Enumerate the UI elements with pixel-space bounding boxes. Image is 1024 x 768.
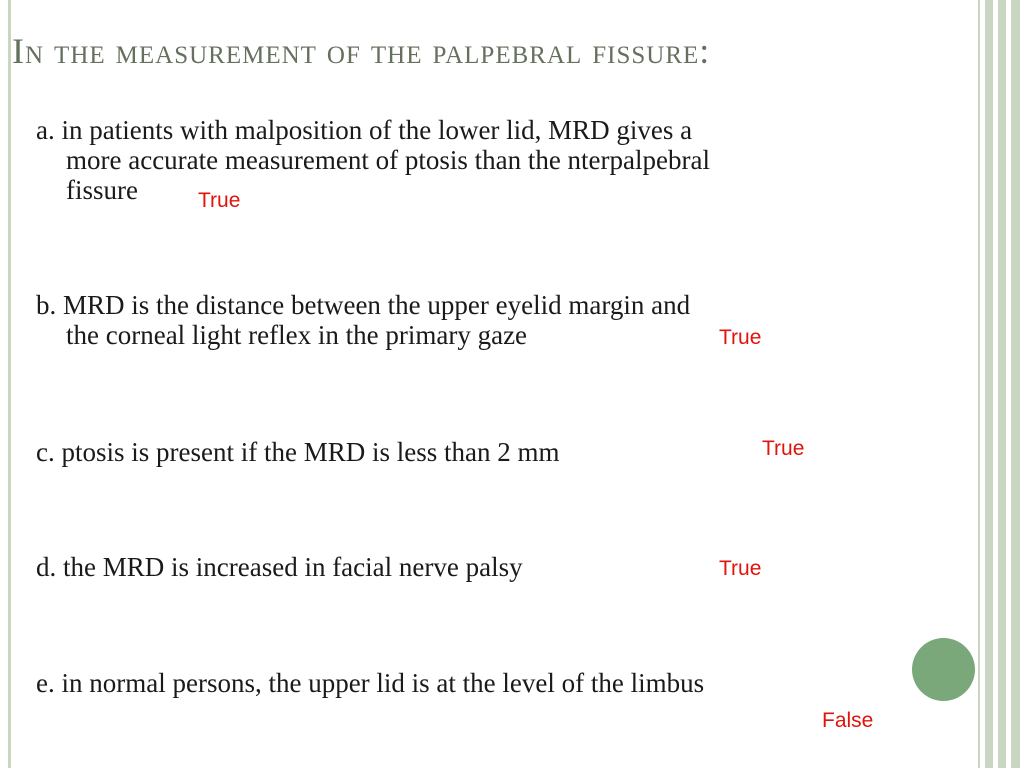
answer-d: True (719, 557, 762, 580)
question-item-a-line-1: a. in patients with malposition of the lower lid, MRD gives a (36, 115, 693, 145)
question-item-b-line-1: b. MRD is the distance between the upper eyelid margin and (36, 290, 691, 320)
answer-b: True (719, 326, 762, 349)
slide-title: In the measurement of the palpebral fissure: (12, 31, 711, 71)
question-item-b-line-2: the corneal light reflex in the primary gaze (66, 320, 528, 350)
answer-e: False (822, 709, 874, 732)
answer-c: True (762, 437, 805, 460)
question-item-a-line-3: fissure (66, 175, 138, 205)
question-item-e-line-1: e. in normal persons, the upper lid is at the level of the limbus (36, 668, 705, 698)
frame-right-stripe (1011, 0, 1020, 768)
frame-left-line (8, 0, 11, 768)
answer-a: True (198, 189, 241, 212)
question-item-a-line-2: more accurate measurement of ptosis than the nterpalpebral (66, 145, 710, 175)
frame-right-line (978, 0, 980, 768)
decorative-circle (912, 638, 975, 701)
question-item-d-line-1: d. the MRD is increased in facial nerve palsy (36, 552, 523, 582)
frame-right-stripe (998, 0, 1006, 768)
frame-right-stripe (985, 0, 993, 768)
question-item-c-line-1: c. ptosis is present if the MRD is less than 2 mm (36, 437, 560, 467)
